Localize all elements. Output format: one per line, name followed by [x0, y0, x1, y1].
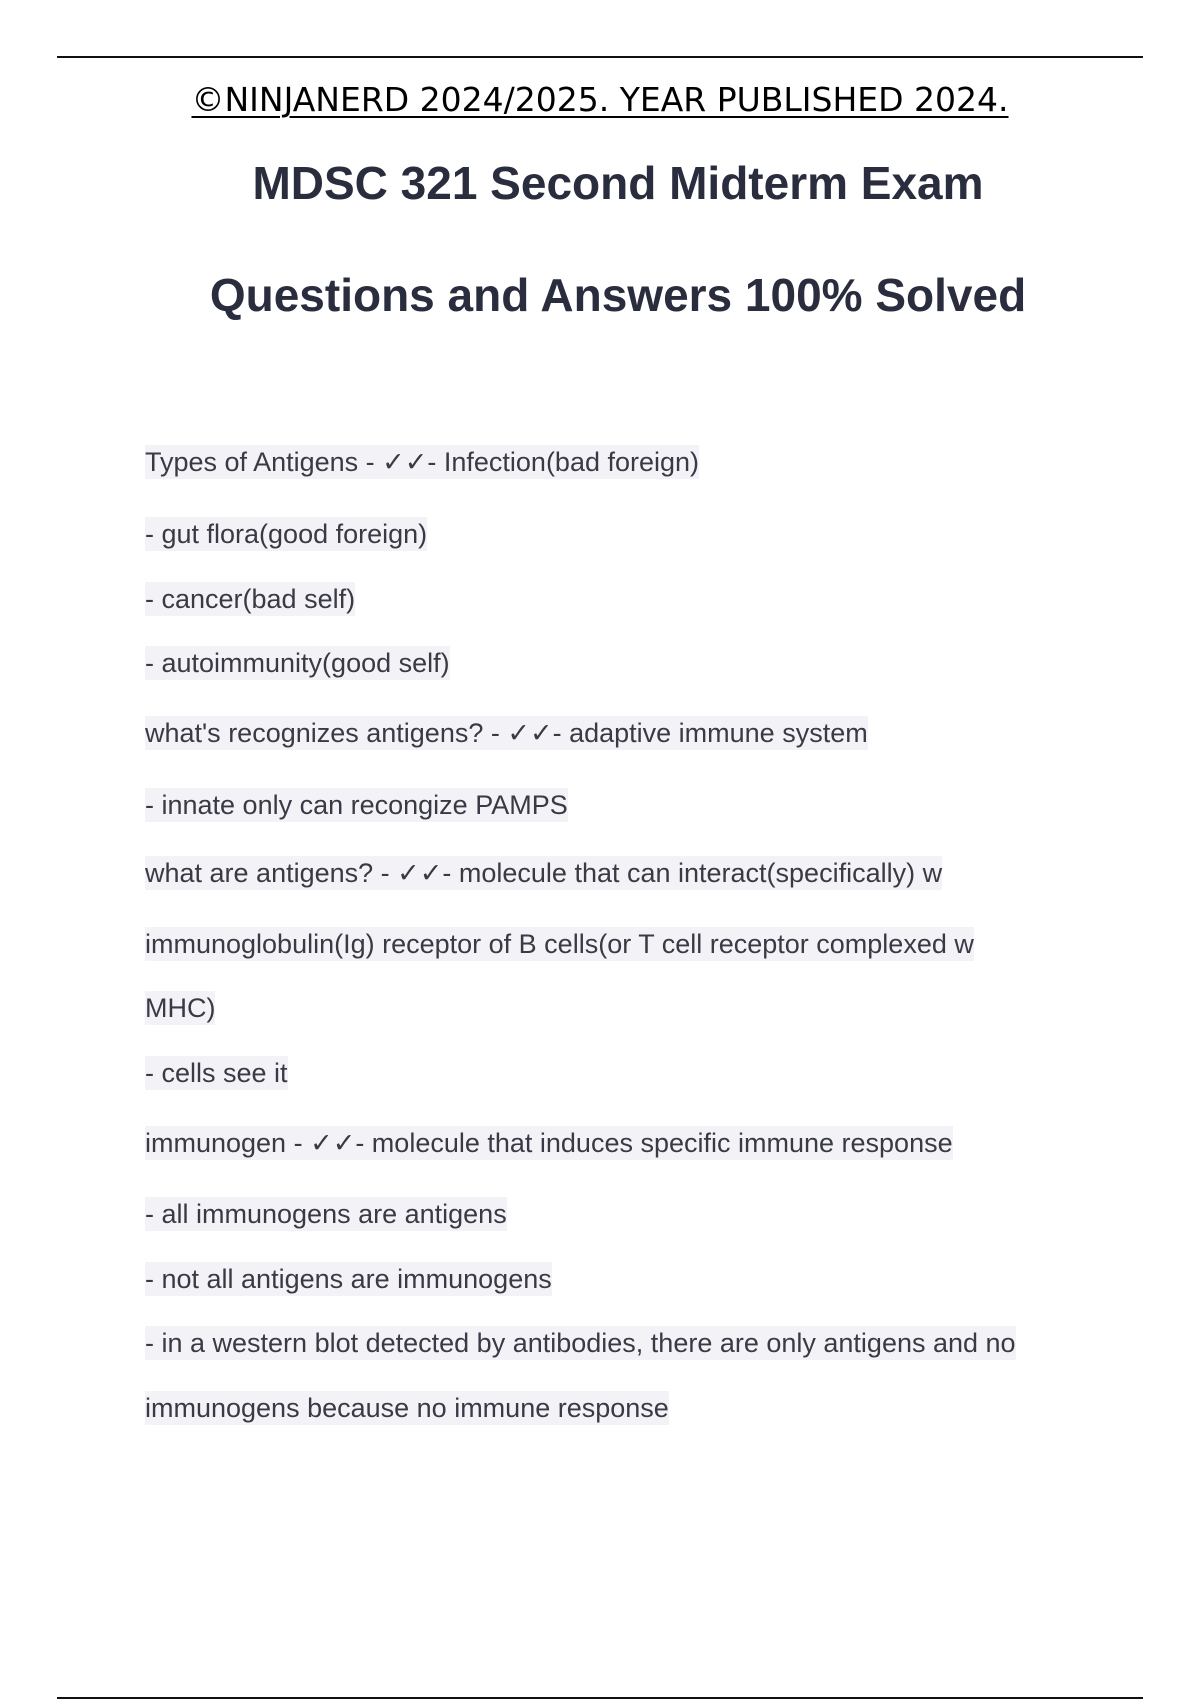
body-line: - innate only can recongize PAMPS — [145, 790, 568, 820]
body-line: - in a western blot detected by antibodies, there are only antigens and no — [145, 1328, 1016, 1358]
copyright-header — [0, 80, 1200, 119]
body-line: immunogens because no immune response — [145, 1393, 669, 1423]
body-line: what are antigens? - ✓✓- molecule that can interact(specifically) w — [145, 858, 943, 888]
document-title-line-1: MDSC 321 Second Midterm Exam — [252, 157, 984, 209]
body-line: - gut flora(good foreign) — [145, 519, 428, 549]
body-line: immunoglobulin(Ig) receptor of B cells(or T cell receptor complexed w — [145, 929, 974, 959]
body-line: Types of Antigens - ✓✓- Infection(bad foreign) — [145, 447, 700, 477]
body-line: - all immunogens are antigens — [145, 1199, 507, 1229]
body-line: - autoimmunity(good self) — [145, 648, 450, 678]
body-line: - cancer(bad self) — [145, 584, 356, 614]
copyright-text: ©NINJANERD 2024/2025. YEAR PUBLISHED 2024. — [191, 80, 1009, 119]
top-rule — [57, 56, 1143, 58]
body-line: - not all antigens are immunogens — [145, 1264, 552, 1294]
body-line: what's recognizes antigens? - ✓✓- adaptive immune system — [145, 718, 868, 748]
body-line: MHC) — [145, 993, 216, 1023]
bottom-rule — [57, 1697, 1143, 1699]
body-line: immunogen - ✓✓- molecule that induces specific immune response — [145, 1128, 953, 1158]
body-line: - cells see it — [145, 1058, 288, 1088]
document-title-line-2: Questions and Answers 100% Solved — [209, 269, 1027, 321]
